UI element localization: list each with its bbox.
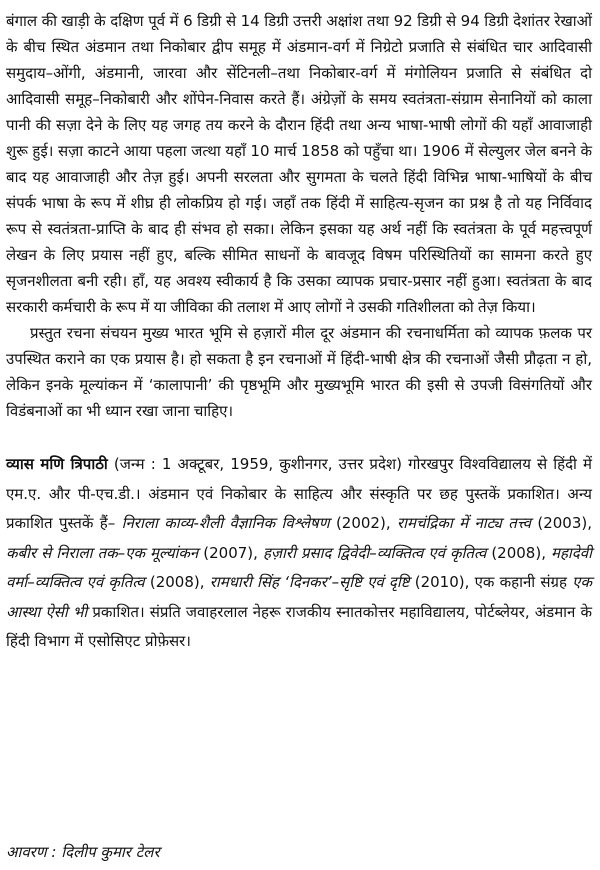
book-title-5: महादेवी वर्मा–व्यक्तित्व एवं कृतित्व — [6, 543, 592, 591]
book-year-4: (2008), — [486, 543, 551, 562]
intro-paragraph-2: प्रस्तुत रचना संचयन मुख्य भारत भूमि से हज़ारों मील दूर अंडमान की रचनाधर्मिता को व्यापक फ़लक पर उपस्थित कराने का एक प्रयास है। हो सकता है इन रचनाओं में हिंदी-भाषी क्षेत्र की रचनाओं जैसी प्रौढ़ता न हो, लेकिन इनके मूल्यांकन में ‘कालापानी’ की पृष्ठभूमि और मुख्यभूमि भारत की इसी से उपजी विसंगतियों और विडंबनाओं का भी ध्यान रखा जाना चाहिए। — [6, 324, 592, 420]
book-title-6: रामधारी सिंह ‘दिनकर’–सृष्टि एवं दृष्टि — [209, 573, 410, 591]
book-title-2: रामचंद्रिका में नाट्य तत्त्व — [396, 514, 531, 532]
book-title-4: हज़ारी प्रसाद द्विवेदी–व्यक्तित्व एवं कृतित्व — [262, 543, 487, 562]
bio-text-2: प्रकाशित। संप्रति जवाहरलाल नेहरू राजकीय स्नातकोत्तर महाविद्यालय, पोर्टब्लेयर, अंडमान के हिंदी विभाग में एसोसिएट प्रोफ़ेसर। — [6, 602, 592, 650]
book-title-7: एक आस्था ऐसी भी — [6, 573, 592, 621]
book-year-6: (2010), एक कहानी संग्रह — [409, 573, 573, 591]
bio-text-1: गोरखपुर विश्वविद्यालय से हिंदी में एम.ए. और पी-एच.डी.। अंडमान एवं निकोबार के साहित्य और संस्कृति पर छह पुस्तकें प्रकाशित। अन्य प्रकाशित पुस्तकें हैं– — [6, 455, 592, 532]
book-year-2: (2003), — [530, 514, 592, 532]
book-year-5: (2008), — [144, 573, 210, 591]
author-bio — [6, 450, 592, 657]
intro-paragraph-1: बंगाल की खाड़ी के दक्षिण पूर्व में 6 डिग्री से 14 डिग्री उत्तरी अक्षांश तथा 92 डिग्री से 94 डिग्री देशांतर रेखाओं के बीच स्थित अंडमान तथा निकोबार द्वीप समूह में अंडमान-वर्ग में निग्रेटो प्रजाति से संबंधित चार आदिवासी समुदाय–ओंगी, अंडमानी, जारवा और सेंटिनली–तथा निकोबार-वर्ग में मंगोलियन प्रजाति से संबंधित दो आदिवासी समूह–निकोबारी और शोंपेन-निवास करते हैं। अंग्रेज़ों के समय स्वतंत्रता-संग्राम सेनानियों को काला पानी की सज़ा देने के लिए यह जगह तय करने के दौरान हिंदी तथा अन्य भाषा-भाषी लोगों की यहाँ आवाजाही शुरू हुई। सज़ा काटने आया पहला जत्था यहाँ 10 मार्च 1858 को पहुँचा था। 1906 में सेल्युलर जेल बनने के बाद यह आवाजाही और तेज़ हुई। अपनी सरलता और सुगमता के चलते हिंदी विभिन्न भाषा-भाषियों के बीच संपर्क भाषा के रूप में शीघ्र ही लोकप्रिय हो गई। जहाँ तक हिंदी में साहित्य-सृजन का प्रश्न है तो यह निर्विवाद रूप से स्वतंत्रता-प्राप्ति के बाद ही संभव हो सका। लेकिन इसका यह अर्थ नहीं कि स्वतंत्रता के पूर्व महत्त्वपूर्ण लेखन के लिए प्रयास नहीं हुए, बल्कि सीमित साधनों के बावजूद विषम परिस्थितियों का सामना करते हुए सृजनशीलता बनी रही। हाँ, यह अवश्य स्वीकार्य है कि उसका व्यापक प्रचार-प्रसार नहीं हुआ। स्वतंत्रता के बाद सरकारी कर्मचारी के रूप में या जीविका की तलाश में आए लोगों ने उसकी गतिशीलता को तेज़ किया। — [6, 12, 592, 316]
book-title-3: कबीर से निराला तक–एक मूल्यांकन — [6, 543, 199, 562]
book-year-1: (2002), — [329, 514, 397, 532]
author-birth: (जन्म : 1 अक्टूबर, 1959, कुशीनगर, उत्तर प्रदेश) — [107, 455, 409, 473]
book-title-1: निराला काव्य-शैली वैज्ञानिक विश्लेषण — [121, 514, 330, 532]
book-year-3: (2007), — [198, 543, 263, 562]
cover-design-credit: आवरण : दिलीप कुमार टेलर — [6, 843, 160, 861]
author-name: व्यास मणि त्रिपाठी — [6, 455, 108, 473]
